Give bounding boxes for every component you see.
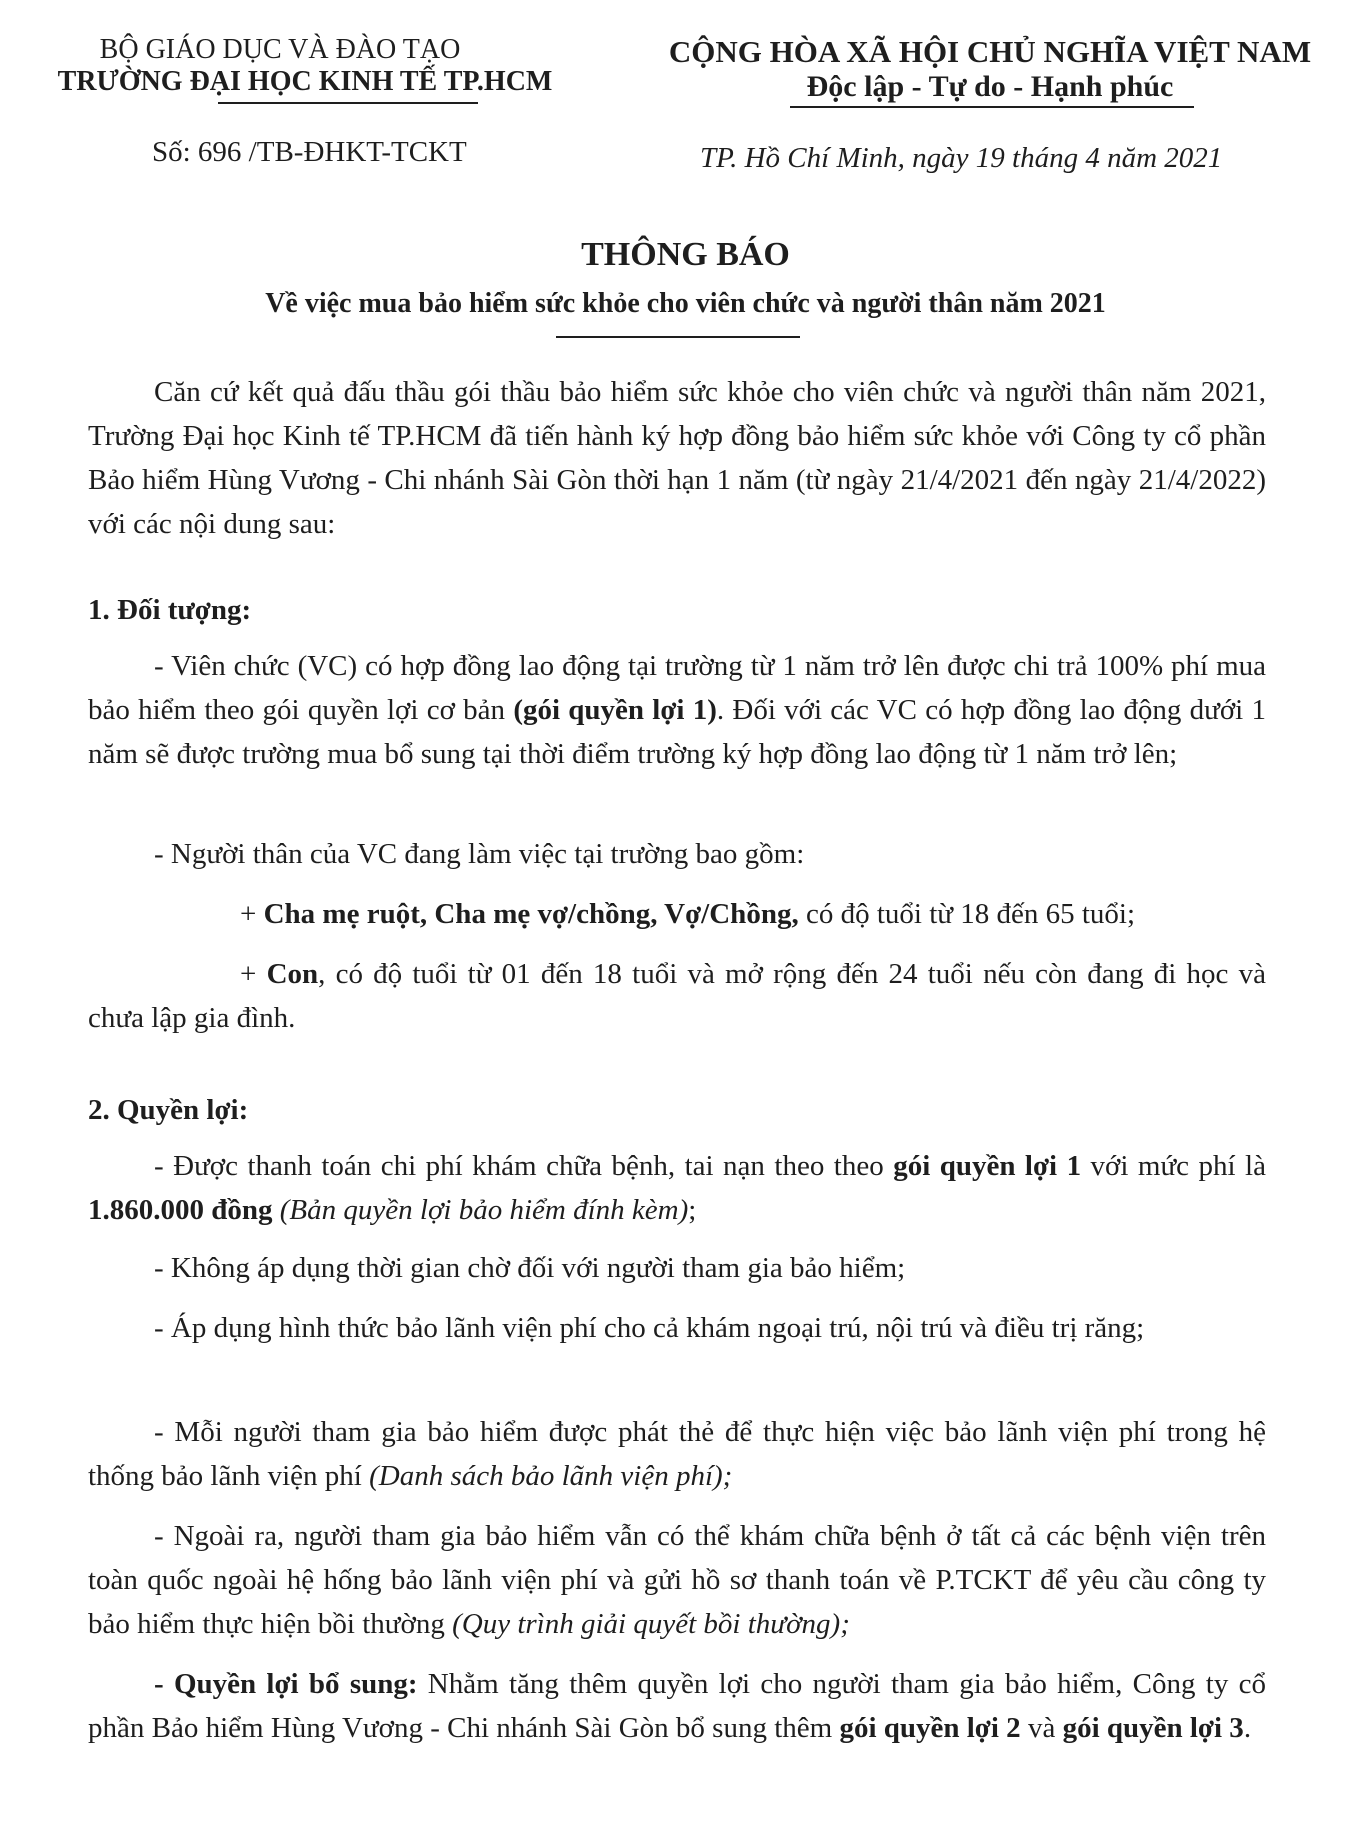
- section-1-body-3: [88, 892, 1266, 936]
- section-2-body-1: [88, 1144, 1266, 1232]
- text-run: [273, 1194, 280, 1226]
- document-subtitle: Về việc mua bảo hiểm sức khỏe cho viên chức và người thân năm 2021: [265, 288, 1106, 319]
- section-1-body: [88, 644, 1266, 776]
- section-2-body-4: [88, 1410, 1266, 1498]
- section-2-heading: 2. Quyền lợi:: [88, 1094, 249, 1126]
- national-motto: Độc lập - Tự do - Hạnh phúc: [806, 70, 1174, 103]
- section-2-paragraph-5: [88, 1514, 1266, 1646]
- section-1: [88, 588, 1266, 632]
- text-run: và: [1020, 1712, 1063, 1744]
- section-2-paragraph-3: - Áp dụng hình thức bảo lãnh viện phí cho cả khám ngoại trú, nội trú và điều trị răng;: [154, 1312, 1145, 1344]
- section-2-paragraph-4: [88, 1410, 1266, 1498]
- bold-run: gói quyền lợi 3: [1062, 1712, 1244, 1744]
- text-run: - Được thanh toán chi phí khám chữa bệnh, tai nạn theo theo: [154, 1150, 894, 1182]
- text-run: +: [240, 958, 267, 990]
- bold-run: Cha mẹ ruột, Cha mẹ vợ/chồng, Vợ/Chồng,: [263, 898, 799, 930]
- section-2-body-2: [88, 1246, 1266, 1290]
- italic-run: (Danh sách bảo lãnh viện phí);: [369, 1460, 733, 1492]
- text-run: . Đối với các VC có hợp đồng lao động dưới 1 năm sẽ được trường mua bổ sung tại thời điểm trường ký hợp đồng lao động từ 1 năm trở lên;: [88, 694, 1266, 770]
- motto-underline: [790, 106, 1194, 108]
- text-run: +: [240, 898, 264, 930]
- bold-run: gói quyền lợi 1: [893, 1150, 1082, 1182]
- bold-run: - Quyền lợi bổ sung:: [154, 1668, 418, 1700]
- text-run: ;: [688, 1194, 697, 1226]
- section-2-paragraph-6: [88, 1662, 1266, 1750]
- text-run: Nhằm tăng thêm quyền lợi cho người tham gia bảo hiểm, Công ty cổ phần Bảo hiểm Hùng Vương - Chi nhánh Sài Gòn bổ sung thêm: [88, 1668, 1266, 1744]
- intro-paragraph: Căn cứ kết quả đấu thầu gói thầu bảo hiểm sức khỏe cho viên chức và người thân năm 2021, Trường Đại học Kinh tế TP.HCM đã tiến hành ký hợp đồng bảo hiểm sức khỏe với Công ty cổ phần Bảo hiểm Hùng Vương - Chi nhánh Sài Gòn thời hạn 1 năm (từ ngày 21/4/2021 đến ngày 21/4/2022) với các nội dung sau:: [88, 376, 1266, 540]
- section-1-heading: 1. Đối tượng:: [88, 594, 252, 626]
- date-line: TP. Hồ Chí Minh, ngày 19 tháng 4 năm 2021: [700, 142, 1223, 174]
- text-run: .: [1243, 1712, 1252, 1744]
- document-number: Số: 696 /TB-ĐHKT-TCKT: [152, 136, 467, 168]
- text-run: - Mỗi người tham gia bảo hiểm được phát thẻ để thực hiện việc bảo lãnh viện phí trong hệ thống bảo lãnh viện phí: [88, 1416, 1266, 1492]
- section-2-paragraph-1: [88, 1144, 1266, 1232]
- text-run: với mức phí là: [1081, 1150, 1266, 1182]
- section-1-paragraph-4: [88, 952, 1266, 1040]
- section-1-paragraph-1: [88, 644, 1266, 776]
- text-run: có độ tuổi từ 18 đến 65 tuổi;: [798, 898, 1136, 930]
- subtitle-underline: [556, 336, 800, 338]
- text-run: - Viên chức (VC) có hợp đồng lao động tại trường từ 1 năm trở lên được chi trả 100% phí mua bảo hiểm theo gói quyền lợi cơ bản: [88, 650, 1266, 726]
- italic-run: (Quy trình giải quyết bồi thường);: [452, 1608, 850, 1640]
- bold-run: Con: [266, 958, 319, 990]
- section-2-paragraph-2: - Không áp dụng thời gian chờ đối với người tham gia bảo hiểm;: [154, 1252, 906, 1284]
- section-1-paragraph-3: [88, 892, 1266, 936]
- intro-block: [88, 370, 1266, 546]
- university-name: TRƯỜNG ĐẠI HỌC KINH TẾ TP.HCM: [57, 66, 553, 97]
- section-1-body-2: [88, 832, 1266, 876]
- section-2-body-6: [88, 1662, 1266, 1750]
- ministry-name: BỘ GIÁO DỤC VÀ ĐÀO TẠO: [99, 34, 461, 65]
- section-2: [88, 1088, 1266, 1132]
- section-2-body-5: [88, 1514, 1266, 1646]
- section-2-body-3: [88, 1306, 1266, 1350]
- section-1-paragraph-2: - Người thân của VC đang làm việc tại trường bao gồm:: [154, 838, 805, 870]
- university-underline: [218, 102, 478, 104]
- text-run: , có độ tuổi từ 01 đến 18 tuổi và mở rộng đến 24 tuổi nếu còn đang đi học và chưa lập gia đình.: [88, 958, 1266, 1034]
- bold-run: 1.860.000 đồng: [88, 1194, 273, 1226]
- bold-run: gói quyền lợi 2: [839, 1712, 1021, 1744]
- document-title: THÔNG BÁO: [581, 236, 790, 273]
- bold-run: (gói quyền lợi 1): [513, 694, 717, 726]
- section-1-body-4: [88, 952, 1266, 1040]
- text-run: - Ngoài ra, người tham gia bảo hiểm vẫn có thể khám chữa bệnh ở tất cả các bệnh viện trên toàn quốc ngoài hệ hống bảo lãnh viện phí và gửi hồ sơ thanh toán về P.TCKT để yêu cầu công ty bảo hiểm thực hiện bồi thường: [88, 1520, 1266, 1640]
- italic-run: (Bản quyền lợi bảo hiểm đính kèm): [279, 1194, 689, 1226]
- republic-name: CỘNG HÒA XÃ HỘI CHỦ NGHĨA VIỆT NAM: [668, 34, 1312, 69]
